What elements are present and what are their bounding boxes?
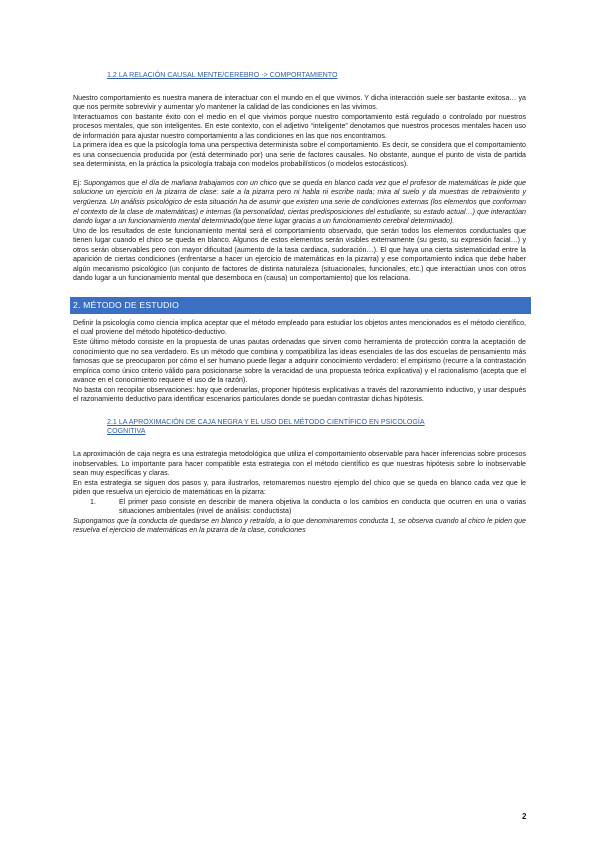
section-heading-metodo: 2. MÉTODO DE ESTUDIO (70, 297, 531, 314)
subheading-black-box-line1: 2.1 LA APROXIMACIÓN DE CAJA NEGRA Y EL USO DEL MÉTODO CIENTÍFICO EN PSICOLOGÍA (107, 417, 425, 426)
paragraph-two-steps: En esta estrategia se siguen dos pasos y, para ilustrarlos, retomaremos nuestro ejemplo del chico que se queda en blanco cada vez que le piden que resuelva un ejercicio de matemáticas en la pizarra: (73, 478, 526, 497)
paragraph-observations: No basta con recopilar observaciones: hay que ordenarlas, proponer hipótesis explicativas a través del razonamiento inductivo, y usar después el razonamiento deductivo para identificar escenarios particulares donde se puedan contrastar dichas hipótesis. (73, 385, 526, 404)
paragraph-scientific-method: Definir la psicología como ciencia implica aceptar que el método empleado para estudiar los objetos antes mencionados es el método científico, el cual proviene del método hipotético-deductivo. (73, 318, 526, 337)
page-number: 2 (522, 812, 527, 821)
list-item-first-step (73, 498, 526, 517)
list-item-text: El primer paso consiste en describir de manera objetiva la conducta o los cambios en conducta que ocurren en una o varias situaciones ambientales (nivel de análisis: conductista) (119, 497, 526, 516)
paragraph-observed-behavior: Uno de los resultados de este funcionamiento mental será el comportamiento observado, que serán todos los elementos conductuales que tienen lugar cuando el chico se queda en blanco. Algunos de estos elementos serán visibles externamente (su gesto, su expresión facial…) y otros serán observables pero con mayor dificultad (aumento de la tasa cardiaca, sudoración…). El que haya una cierta sistematicidad entre la aparición de ciertas condiciones (enfrentarse a hacer un ejercicio de matemáticas en la pizarra) y ese comportamiento indica que debe haber algún mecanismo psicológico (un conjunto de factores de distinta naturaleza (situacionales, funcionales, etc.) que interactúan unos con otros dando lugar a un funcionamiento mental que desemboca en (causa) un comportamiento) que los relaciona. (73, 226, 526, 283)
conduct-1-text: Supongamos que la conducta de quedarse en blanco y retraído, a lo que denominaremos conducta 1, se observa cuando al chico le piden que resuelva el ejercicio de matemáticas en la pizarra de la clase, condiciones (73, 516, 526, 535)
example-text: Supongamos que el día de mañana trabajamos con un chico que se queda en blanco cada vez que el profesor de matemáticas le pide que solucione un ejercicio en la pizarra de clase: sale a la pizarra pero ni habla ni escribe nada; mira al suelo y da muestras de retraimiento y vergüenza. Un análisis psicológico de esta situación ha de asumir que existen una serie de condiciones externas (los elementos que conforman el contexto de la clase de matemáticas) e internas (la personalidad, ciertas predisposiciones del estudiante, su estado actual…) que interactúan dando lugar a un funcionamiento mental determinado(que tiene lugar gracias a un funcionamiento cerebral determinado). (73, 178, 526, 226)
paragraph-behavior-interaction: Nuestro comportamiento es nuestra manera de interactuar con el mundo en el que vivimos. Y dicha interacción suele ser bastante exitosa… ya que nos permite sobrevivir y aumentar y/o mantener la calidad de las condiciones en las vivimos. (73, 93, 526, 112)
example-prefix: Ej: (73, 178, 84, 187)
subheading-black-box-line2: COGNITIVA (107, 427, 146, 436)
subheading-causal-relation: 1.2 LA RELACIÓN CAUSAL MENTE/CEREBRO -> COMPORTAMIENTO (107, 71, 338, 79)
paragraph-hypothetico-deductive: Este último método consiste en la propuesta de unas pautas ordenadas que sirven como herramienta de protección contra la aceptación de conocimiento que no sea verdadero. Es un método que combina y compatibiliza las ideas esenciales de las dos escuelas de pensamiento más famosas que se preocuparon por cómo el ser humano puede llegar a adquirir conocimiento verdadero: el empirismo (recurre a la contrastación empírica como único criterio válido para posicionarse sobre la veracidad de una propuesta teórica explicativa) y el racionalismo (acepta que el avance en el conocimiento requiere el uso de la razón). (73, 338, 526, 385)
example-paragraph (73, 179, 526, 227)
paragraph-mental-processes: Interactuamos con bastante éxito con el medio en el que vivimos porque nuestro comportamiento está regulado o controlado por nuestros procesos mentales, que son inteligentes. En este contexto, con el adjetivo “inteligente” denotamos que nuestros procesos mentales hacen uso de información para ajustar nuestro comportamiento a las condiciones en las que nos encontramos. (73, 112, 526, 140)
page-content (73, 71, 526, 536)
list-number: 1. (90, 497, 96, 506)
paragraph-conduct-1 (73, 517, 526, 536)
paragraph-determinism: La primera idea es que la psicología toma una perspectiva determinista sobre el comportamiento. Es decir, se considera que el comportamiento es una consecuencia producida por (está determinado por) una serie de factores causales. No obstante, aunque el punto de vista de partida sea determinista, en la práctica la psicología trabaja con modelos probabilísticos (o modelos estocásticos). (73, 141, 526, 169)
subheading-black-box (73, 418, 526, 437)
paragraph-black-box-strategy: La aproximación de caja negra es una estrategia metodológica que utiliza el comportamiento observable para hacer inferencias sobre procesos inobservables. Lo importante para hacer compatible esta estrategia con el método científico es que nuestras hipótesis sobre lo inobservable sean muy específicas y claras. (73, 449, 526, 478)
